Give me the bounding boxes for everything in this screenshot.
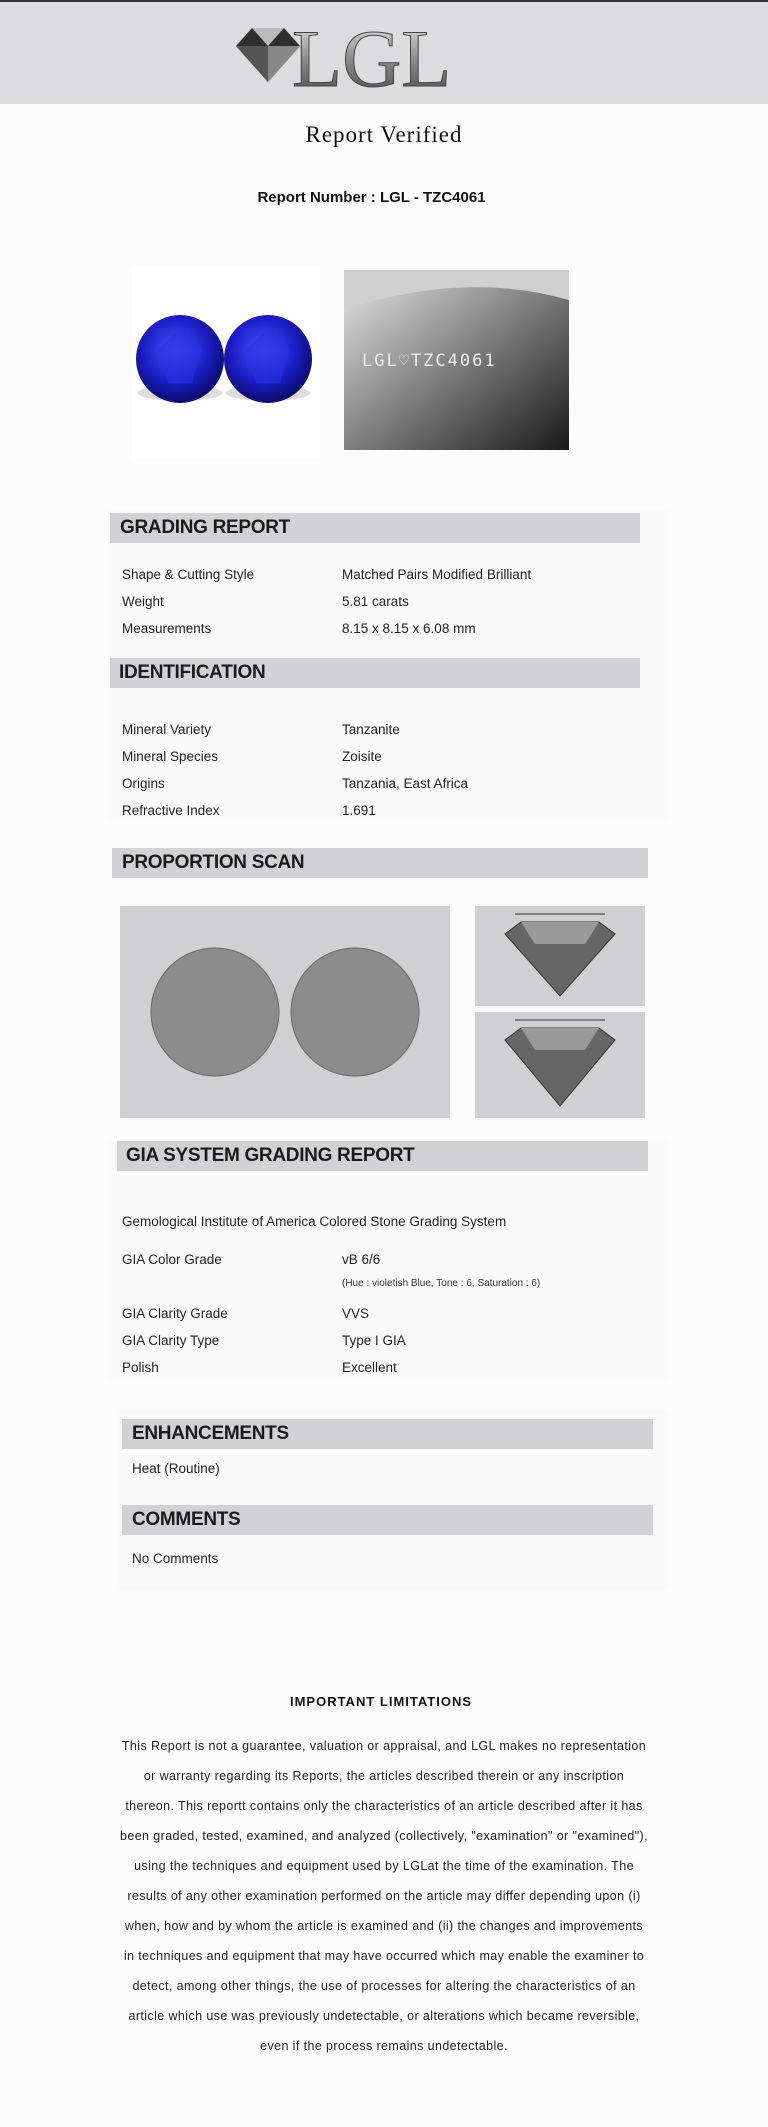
gem-photo (132, 267, 320, 459)
comments-value: No Comments (132, 1551, 219, 1566)
grading-value: Matched Pairs Modified Brilliant (342, 567, 532, 582)
gia-label: GIA Clarity Grade (122, 1306, 228, 1321)
gia-value: Type I GIA (342, 1333, 406, 1348)
proportion-top-view (120, 906, 450, 1118)
gia-heading: GIA SYSTEM GRADING REPORT (126, 1145, 415, 1166)
identification-value: Zoisite (342, 749, 382, 764)
enhancements-value: Heat (Routine) (132, 1461, 220, 1476)
grading-label: Measurements (122, 621, 212, 636)
grading-value: 8.15 x 8.15 x 6.08 mm (342, 621, 476, 636)
identification-value: Tanzanite (342, 722, 400, 737)
grading-heading: GRADING REPORT (120, 517, 290, 538)
grading-label: Weight (122, 594, 164, 609)
limitations-heading: IMPORTANT LIMITATIONS (289, 1694, 473, 1709)
limitations-text: This Report is not a guarantee, valuation or appraisal, and LGL makes no representation or warranty regarding its Reports, the articles described therein or any inscription thereon. This reportt contains only the characteristics of an article described after it has been graded, tested, examined, and analyzed (collectively, "examination" or "examined"), using the techniques and equipment used by LGLat the time of the examination. The results of any other examination performed on the article may differ depending upon (i) when, how and by whom the article is examined and (ii) the changes and improvements in techniques and equipment that may have occurred which may enable the examiner to detect, among other things, the use of processes for altering the characteristics of an article which use was previously undetectable, or alterations which became reversible, even if the process remains undetectable. (120, 1739, 648, 2053)
report-number: Report Number : LGL - TZC4061 (257, 189, 486, 206)
gia-value: VVS (342, 1306, 370, 1321)
identification-label: Origins (122, 776, 165, 791)
logo-text: LGL (292, 16, 452, 98)
gia-label: Polish (122, 1360, 159, 1375)
enhancements-heading: ENHANCEMENTS (132, 1423, 289, 1444)
gia-system: Gemological Institute of America Colored Stone Grading System (122, 1214, 507, 1229)
identification-label: Mineral Species (122, 749, 219, 764)
identification-heading: IDENTIFICATION (119, 662, 266, 683)
identification-label: Refractive Index (122, 803, 220, 818)
inscription-photo (344, 270, 569, 450)
gia-label: GIA Color Grade (122, 1252, 222, 1267)
header-banner (0, 2, 768, 104)
proportion-side-view (475, 906, 645, 1006)
gia-label: GIA Clarity Type (122, 1333, 220, 1348)
grading-value: 5.81 carats (342, 594, 409, 609)
grading-label: Shape & Cutting Style (122, 567, 255, 582)
proportion-heading: PROPORTION SCAN (122, 852, 305, 873)
identification-label: Mineral Variety (122, 722, 212, 737)
gia-color-note: (Hue : violetish Blue, Tone : 6, Saturation : 6) (342, 1278, 541, 1289)
page-title: Report Verified (305, 122, 463, 147)
identification-value: 1.691 (342, 803, 376, 818)
gia-value: vB 6/6 (342, 1252, 381, 1267)
diamond-icon (236, 28, 300, 82)
proportion-side-view (475, 1012, 645, 1118)
gia-value: Excellent (342, 1360, 397, 1375)
comments-heading: COMMENTS (132, 1509, 241, 1530)
lgl-logo (230, 16, 500, 98)
identification-value: Tanzania, East Africa (342, 776, 469, 791)
laser-inscription: LGL♡TZC4061 (362, 351, 497, 371)
